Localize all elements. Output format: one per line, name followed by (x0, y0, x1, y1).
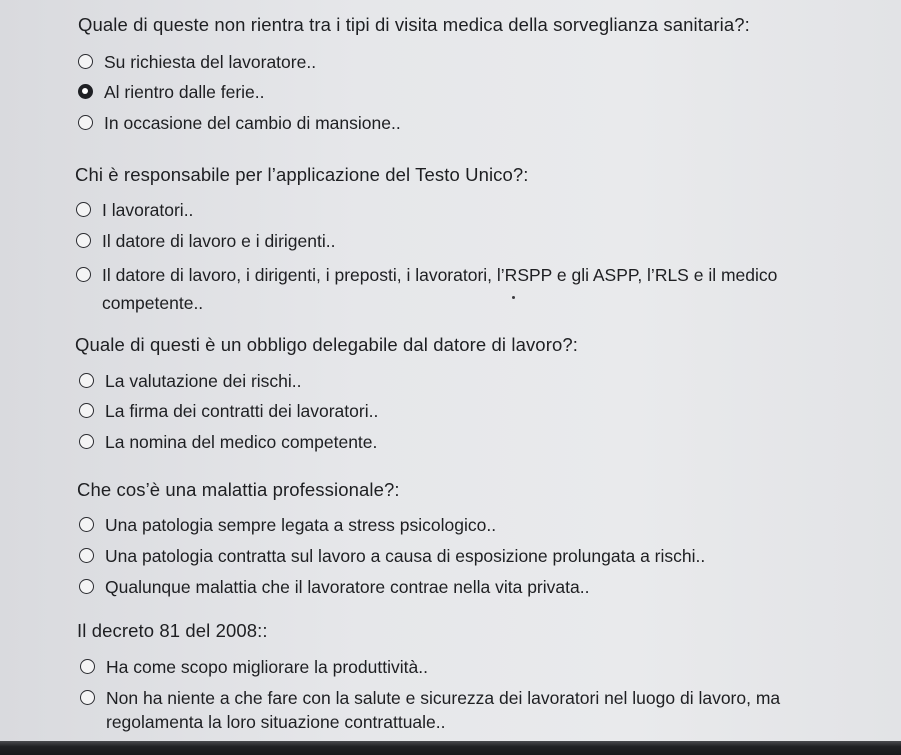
radio-button[interactable] (76, 267, 91, 282)
radio-button[interactable] (79, 403, 94, 418)
option-3-3[interactable] (79, 430, 869, 455)
option-label: Non ha niente a che fare con la salute e sicurezza dei lavoratori nel luogo di lavoro, ma regolamenta la loro situazione contrattuale.. (106, 688, 781, 732)
option-4-1[interactable] (79, 513, 869, 538)
option-label: La nomina del medico competente. (105, 432, 378, 452)
radio-button[interactable] (79, 548, 94, 563)
option-4-3[interactable] (79, 575, 869, 600)
question-4-text: Che cos’è una malattia professionale?: (77, 479, 400, 500)
option-2-2[interactable] (76, 229, 866, 254)
radio-button-selected[interactable] (78, 84, 93, 99)
radio-button[interactable] (76, 233, 91, 248)
radio-button[interactable] (78, 54, 93, 69)
option-2-1[interactable] (76, 198, 866, 223)
option-5-1[interactable] (80, 655, 870, 680)
option-1-2[interactable] (78, 80, 868, 105)
option-label: I lavoratori.. (102, 200, 194, 220)
option-5-2[interactable] (80, 686, 820, 734)
option-label: Al rientro dalle ferie.. (104, 82, 265, 102)
option-label: Il datore di lavoro, i dirigenti, i preposti, i lavoratori, l’RSPP e gli ASPP, l’RLS e il medico competente.. (102, 265, 778, 313)
option-3-2[interactable] (79, 399, 869, 424)
question-3-text: Quale di questi è un obbligo delegabile dal datore di lavoro?: (75, 334, 578, 355)
question-1-text: Quale di queste non rientra tra i tipi di visita medica della sorveglianza sanitaria?: (78, 14, 750, 35)
option-3-1[interactable] (79, 369, 869, 394)
option-2-3[interactable] (76, 263, 821, 317)
radio-button[interactable] (76, 202, 91, 217)
radio-button[interactable] (79, 517, 94, 532)
radio-button[interactable] (80, 690, 95, 705)
radio-button[interactable] (80, 659, 95, 674)
option-label: Una patologia contratta sul lavoro a causa di esposizione prolungata a rischi.. (105, 546, 706, 566)
question-5-text: Il decreto 81 del 2008:: (77, 620, 268, 641)
option-4-2[interactable] (79, 544, 869, 569)
option-label: Su richiesta del lavoratore.. (104, 52, 317, 72)
option-label: In occasione del cambio di mansione.. (104, 113, 401, 133)
question-2-text: Chi è responsabile per l’applicazione del Testo Unico?: (75, 164, 529, 185)
radio-button[interactable] (78, 115, 93, 130)
option-label: Una patologia sempre legata a stress psicologico.. (105, 515, 497, 535)
radio-button[interactable] (79, 373, 94, 388)
option-label: Il datore di lavoro e i dirigenti.. (102, 231, 336, 251)
option-1-3[interactable] (78, 111, 868, 136)
option-label: La firma dei contratti dei lavoratori.. (105, 401, 379, 421)
screen-speck (512, 296, 515, 299)
radio-button[interactable] (79, 579, 94, 594)
option-1-1[interactable] (78, 50, 868, 75)
option-label: Qualunque malattia che il lavoratore contrae nella vita privata.. (105, 577, 590, 597)
radio-button[interactable] (79, 434, 94, 449)
monitor-bezel (0, 741, 901, 755)
option-label: Ha come scopo migliorare la produttività.. (106, 657, 428, 677)
option-label: La valutazione dei rischi.. (105, 371, 302, 391)
